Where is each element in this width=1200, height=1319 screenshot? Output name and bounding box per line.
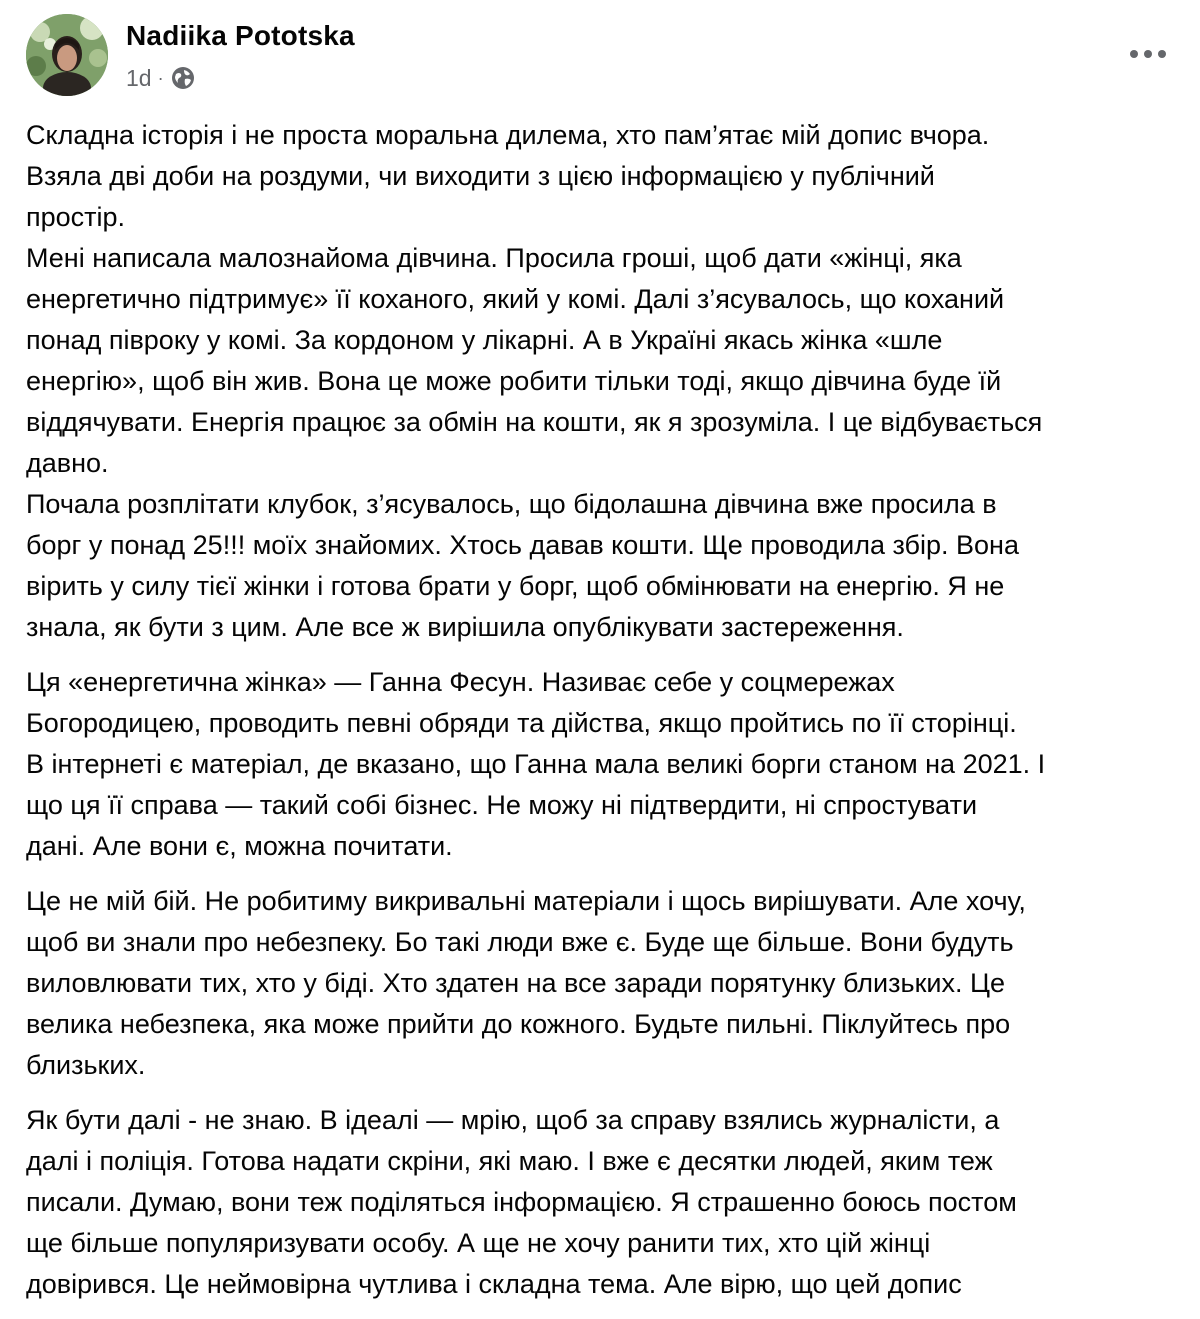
profile-photo-icon — [26, 14, 108, 96]
post-text-line: Богородицею, проводить певні обряди та дійства, якщо пройтись по її сторінці. — [26, 708, 1017, 738]
meta-separator: · — [157, 67, 164, 88]
post-text-line: Це не мій бій. Не робитиму викривальні матеріали і щось вирішувати. Але хочу, — [26, 886, 1026, 916]
post-text-line: дані. Але вони є, можна почитати. — [26, 831, 453, 861]
post-header — [26, 14, 1176, 98]
post-paragraph — [26, 662, 1186, 867]
post-text-line: велика небезпека, яка може прийти до кожного. Будьте пильні. Піклуйтесь про — [26, 1009, 1011, 1039]
post-text-line: енергію», щоб він жив. Вона це може робити тільки тоді, якщо дівчина буде їй — [26, 366, 1002, 396]
post-text-line: борг у понад 25!!! моїх знайомих. Хтось давав кошти. Ще проводила збір. Вона — [26, 530, 1019, 560]
avatar[interactable] — [26, 14, 108, 96]
post-text-line: давно. — [26, 448, 109, 478]
post-text-line: знала, як бути з цим. Але все ж вирішила опублікувати застереження. — [26, 612, 904, 642]
post-text-line: виловлювати тих, хто у біді. Хто здатен на все заради порятунку близьких. Це — [26, 968, 1005, 998]
post-text-line: енергетично підтримує» її коханого, який у комі. Далі з’ясувалось, що коханий — [26, 284, 1005, 314]
post-text-line: далі і поліція. Готова надати скріни, які маю. І вже є десятки людей, яким теж — [26, 1146, 993, 1176]
post-text-line: писали. Думаю, вони теж поділяться інформацією. Я страшенно боюсь постом — [26, 1187, 1017, 1217]
post-text-line: Ця «енергетична жінка» — Ганна Фесун. Називає себе у соцмережах — [26, 667, 895, 697]
post-text-line: віддячувати. Енергія працює за обмін на кошти, як я зрозуміла. І це відбувається — [26, 407, 1043, 437]
post-text-line: Взяла дві доби на роздуми, чи виходити з цією інформацією у публічний — [26, 161, 935, 191]
post-text-line: ще більше популяризувати особу. А ще не хочу ранити тих, хто цій жінці — [26, 1228, 931, 1258]
author-name[interactable]: Nadiika Pototska — [126, 20, 355, 51]
post-text-line: Почала розплітати клубок, з’ясувалось, що бідолашна дівчина вже просила в — [26, 489, 997, 519]
globe-icon[interactable] — [170, 65, 196, 91]
post-paragraph — [26, 115, 1186, 648]
post-text-line: Складна історія і не проста моральна дилема, хто пам’ятає мій допис вчора. — [26, 120, 990, 150]
post-paragraph — [26, 881, 1186, 1086]
post-text-line: що ця її справа — такий собі бізнес. Не можу ні підтвердити, ні спростувати — [26, 790, 978, 820]
more-options-icon[interactable] — [1126, 40, 1170, 68]
post-text-line: близьких. — [26, 1050, 146, 1080]
post-meta — [126, 62, 196, 94]
post-time[interactable]: 1d — [126, 64, 152, 91]
post-text-line: понад півроку у комі. За кордоном у лікарні. А в Україні якась жінка «шле — [26, 325, 943, 355]
post-text-line: вірить у силу тієї жінки і готова брати у борг, щоб обмінювати на енергію. Я не — [26, 571, 1005, 601]
post-text-line: Мені написала малознайома дівчина. Просила гроші, щоб дати «жінці, яка — [26, 243, 962, 273]
post-text-line: В інтернеті є матеріал, де вказано, що Ганна мала великі борги станом на 2021. І — [26, 749, 1046, 779]
post-text-line: щоб ви знали про небезпеку. Бо такі люди вже є. Буде ще більше. Вони будуть — [26, 927, 1014, 957]
post-text-line: Як бути далі - не знаю. В ідеалі — мрію, щоб за справу взялись журналісти, а — [26, 1105, 1000, 1135]
post-text — [26, 115, 1186, 1319]
post-text-line: простір. — [26, 202, 126, 232]
post-text-line: довірився. Це неймовірна чутлива і складна тема. Але вірю, що цей допис — [26, 1269, 962, 1299]
post-paragraph — [26, 1100, 1186, 1305]
